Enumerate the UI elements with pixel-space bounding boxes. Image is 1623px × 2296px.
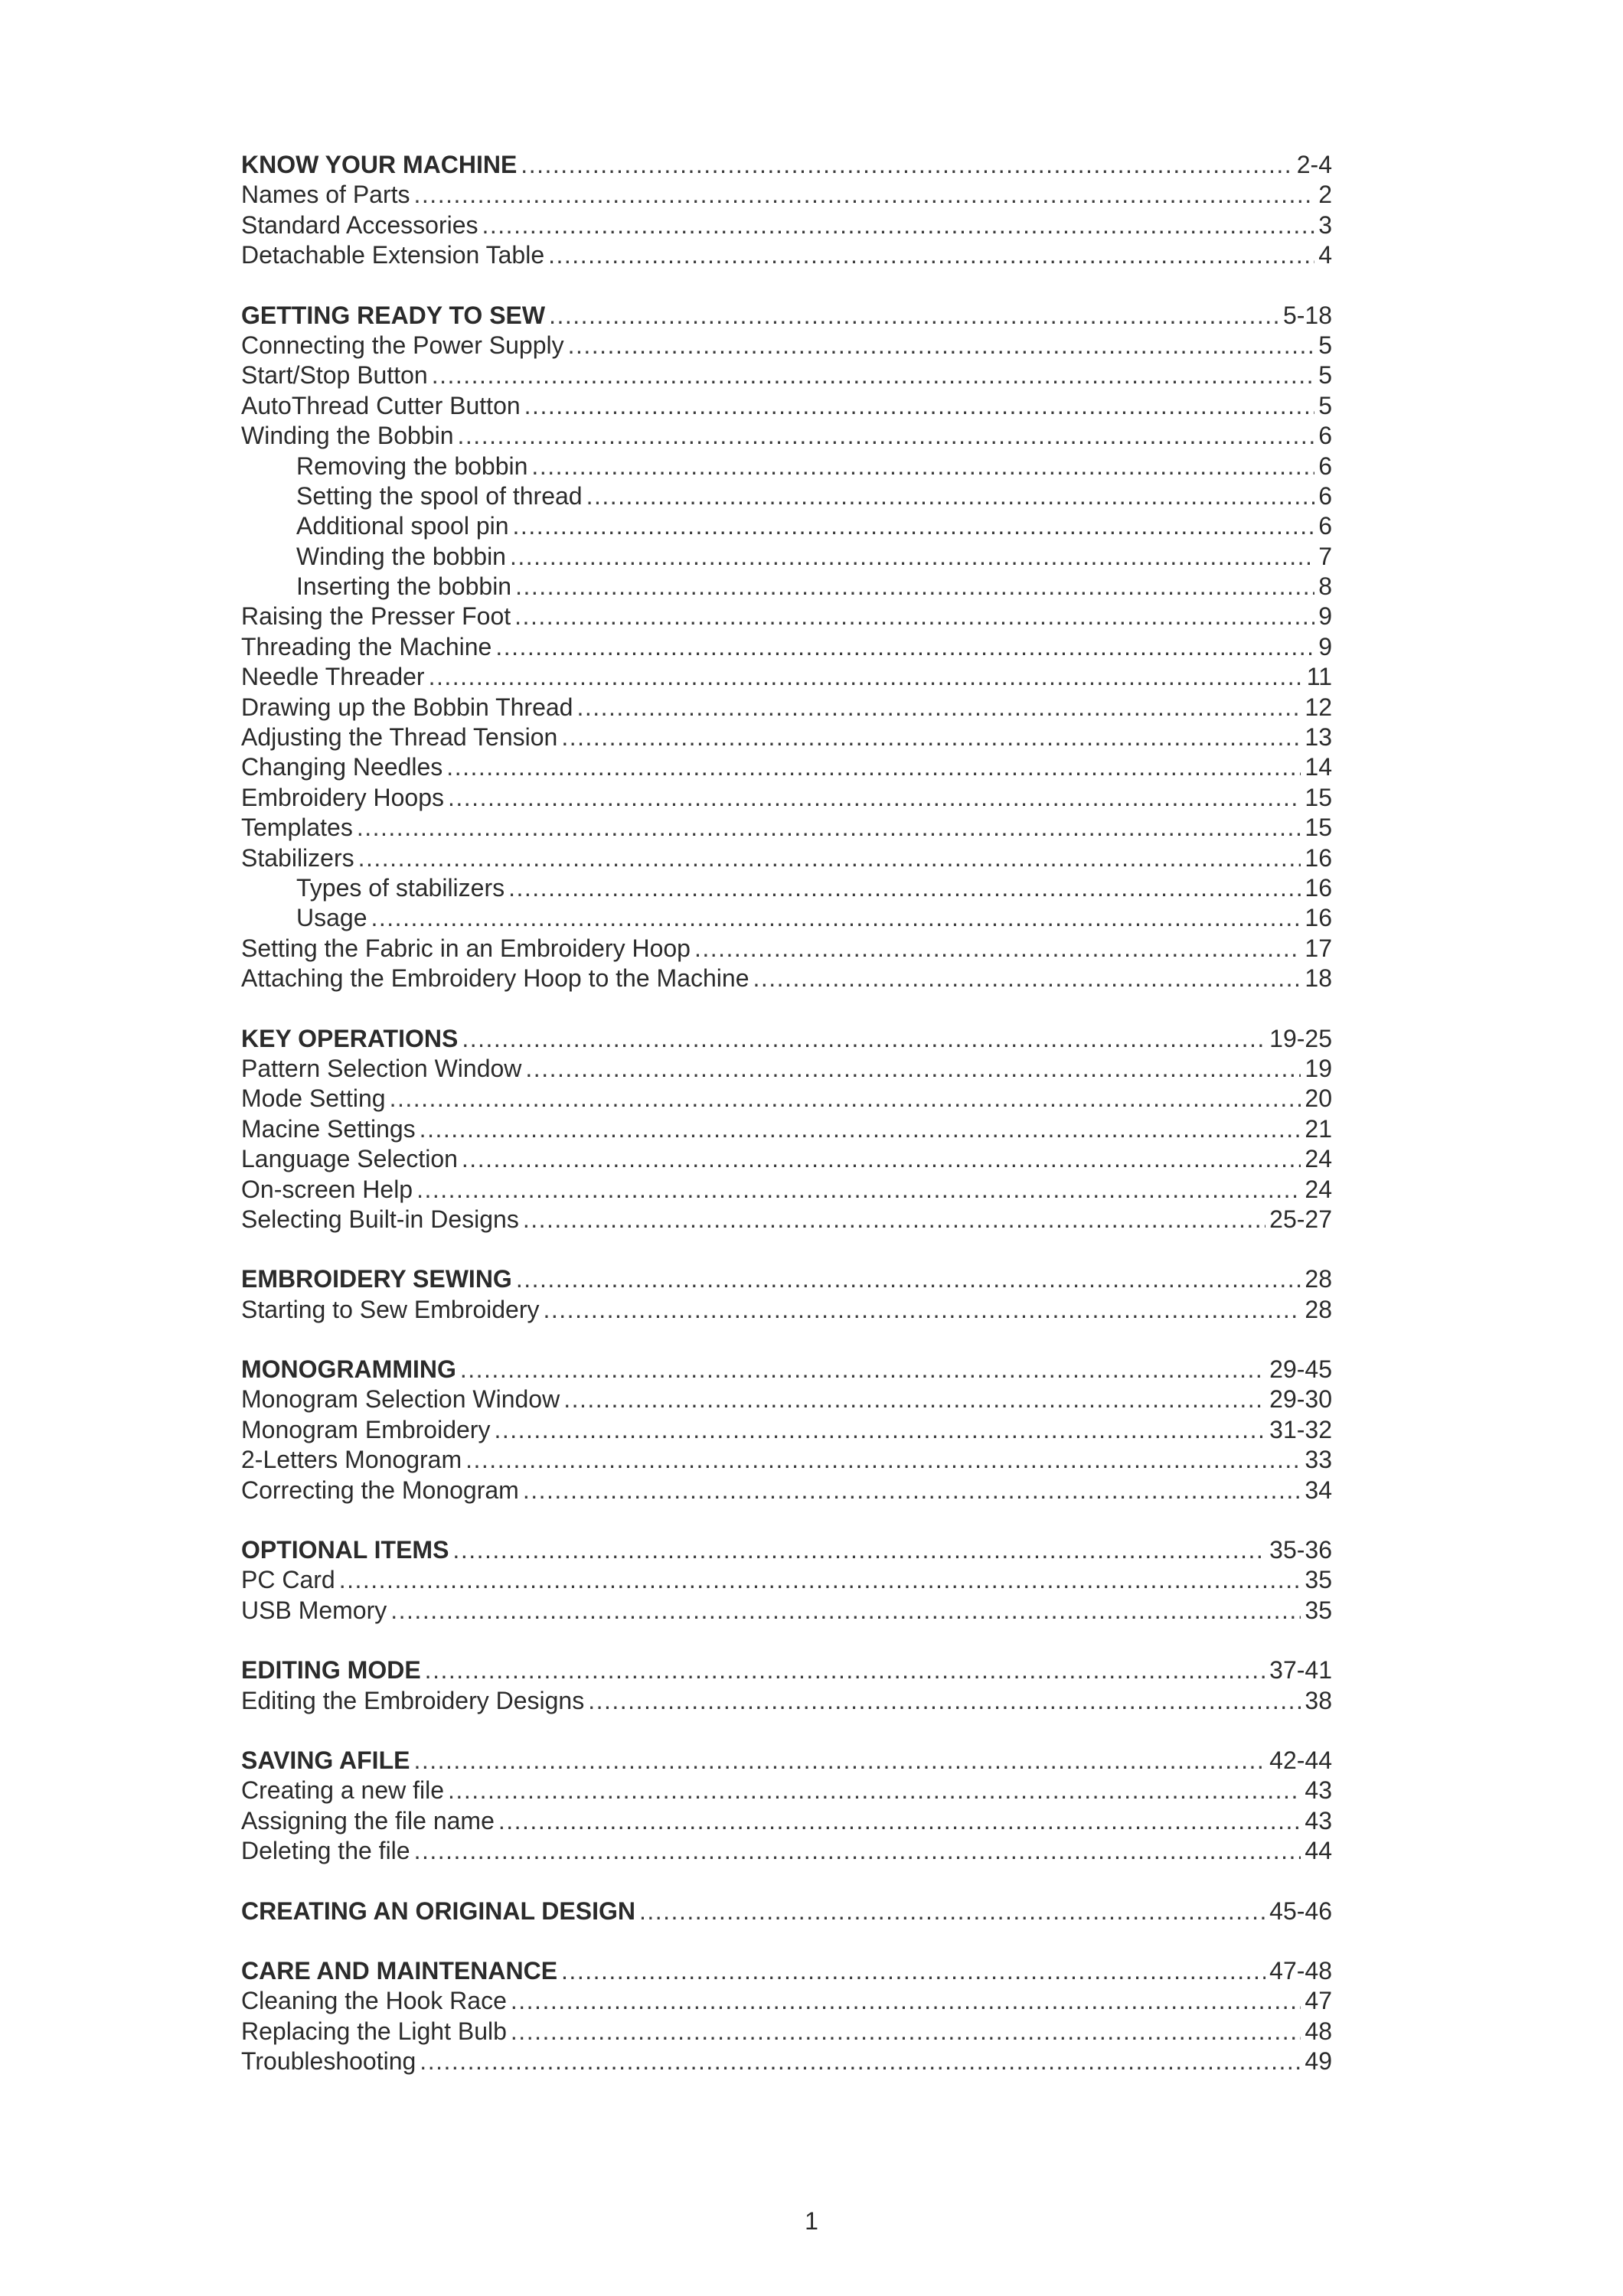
toc-entry-page: 16: [1305, 843, 1332, 872]
toc-heading-page: 5-18: [1282, 301, 1332, 329]
dot-leader: [549, 301, 1279, 331]
dot-leader: [588, 1686, 1301, 1716]
toc-subentry[interactable]: [241, 903, 1332, 933]
toc-entry[interactable]: [241, 813, 1332, 843]
dot-leader: [523, 1205, 1265, 1234]
toc-entry-title: Creating a new file: [241, 1776, 445, 1805]
toc-entry-page: 31-32: [1269, 1415, 1332, 1443]
dot-leader: [425, 1655, 1265, 1685]
toc-heading-page: 42-44: [1269, 1746, 1332, 1774]
toc-entry[interactable]: [241, 180, 1332, 210]
toc-heading-page: 29-45: [1269, 1355, 1332, 1384]
toc-entry-title: Templates: [241, 814, 353, 842]
toc-entry-page: 48: [1305, 2017, 1332, 2045]
toc-heading[interactable]: [241, 1355, 1332, 1384]
dot-leader: [548, 240, 1314, 270]
toc-entry[interactable]: [241, 421, 1332, 451]
toc-heading-page: 19-25: [1269, 1024, 1332, 1052]
toc-entry-title: Macine Settings: [241, 1114, 416, 1143]
toc-entry-page: 15: [1305, 814, 1332, 842]
toc-entry-title: Selecting Built-in Designs: [241, 1205, 519, 1233]
dot-leader: [462, 1024, 1265, 1054]
dot-leader: [511, 1986, 1301, 2016]
toc-entry-title: Replacing the Light Bulb: [241, 2017, 507, 2045]
toc-entry[interactable]: [241, 331, 1332, 360]
toc-entry-title: Types of stabilizers: [296, 873, 505, 902]
toc-entry[interactable]: [241, 1205, 1332, 1234]
toc-entry-page: 7: [1318, 542, 1332, 570]
toc-entry-page: 44: [1305, 1837, 1332, 1865]
toc-entry[interactable]: [241, 843, 1332, 873]
toc-entry-page: 2: [1318, 181, 1332, 209]
dot-leader: [458, 421, 1315, 451]
toc-entry-title: Monogram Selection Window: [241, 1385, 560, 1414]
toc-section: [241, 301, 1332, 994]
toc-entry[interactable]: [241, 934, 1332, 964]
toc-entry-page: 12: [1305, 693, 1332, 721]
toc-section: [241, 1355, 1332, 1505]
dot-leader: [531, 452, 1314, 481]
toc-entry-page: 25-27: [1269, 1205, 1332, 1233]
toc-section: [241, 1655, 1332, 1716]
toc-entry-page: 43: [1305, 1776, 1332, 1805]
toc-entry-page: 49: [1305, 2047, 1332, 2076]
toc-entry-page: 8: [1318, 572, 1332, 601]
dot-leader: [446, 752, 1301, 782]
toc-entry-title: Needle Threader: [241, 663, 425, 691]
toc-subentry[interactable]: [241, 572, 1332, 602]
toc-entry-title: Setting the Fabric in an Embroidery Hoop: [241, 934, 691, 962]
toc-entry-page: 6: [1318, 512, 1332, 540]
toc-entry[interactable]: [241, 210, 1332, 240]
toc-section: [241, 1535, 1332, 1626]
toc-entry-title: Detachable Extension Table: [241, 241, 545, 269]
toc-heading-title: OPTIONAL ITEMS: [241, 1536, 449, 1564]
toc-heading-title: KNOW YOUR MACHINE: [241, 151, 518, 178]
page-number: 1: [805, 2207, 818, 2235]
toc-section: [241, 1746, 1332, 1867]
toc-section: [241, 1956, 1332, 2077]
dot-leader: [525, 1054, 1301, 1084]
toc-entry[interactable]: [241, 1175, 1332, 1205]
toc-entry-title: Start/Stop Button: [241, 361, 428, 390]
toc-entry-page: 3: [1318, 210, 1332, 239]
dot-leader: [495, 632, 1314, 662]
toc-entry[interactable]: [241, 2047, 1332, 2076]
dot-leader: [523, 1476, 1301, 1505]
toc-entry-page: 13: [1305, 723, 1332, 752]
toc-entry[interactable]: [241, 1776, 1332, 1805]
dot-leader: [639, 1896, 1265, 1926]
toc-entry-title: On-screen Help: [241, 1175, 413, 1203]
dot-leader: [482, 210, 1315, 240]
dot-leader: [413, 1746, 1265, 1776]
toc-entry[interactable]: [241, 783, 1332, 813]
toc-entry-title: Deleting the file: [241, 1837, 410, 1865]
toc-entry-page: 24: [1305, 1175, 1332, 1203]
dot-leader: [561, 722, 1301, 752]
toc-heading[interactable]: [241, 1896, 1332, 1926]
toc-entry-title: Mode Setting: [241, 1084, 386, 1113]
toc-heading-title: CREATING AN ORIGINAL DESIGN: [241, 1896, 635, 1925]
toc-subentry[interactable]: [241, 511, 1332, 541]
toc-entry-title: Attaching the Embroidery Hoop to the Machine: [241, 964, 749, 993]
toc-heading-page: 35-36: [1269, 1536, 1332, 1564]
toc-entry-title: Removing the bobbin: [296, 452, 528, 480]
toc-heading-page: 28: [1305, 1265, 1332, 1293]
toc-heading-title: EDITING MODE: [241, 1656, 421, 1684]
toc-entry-title: Monogram Embroidery: [241, 1415, 491, 1443]
toc-entry-page: 19: [1305, 1054, 1332, 1082]
toc-entry[interactable]: [241, 1836, 1332, 1866]
toc-entry-title: Setting the spool of thread: [296, 481, 583, 510]
dot-leader: [521, 150, 1292, 180]
dot-leader: [390, 1596, 1301, 1626]
toc-entry-title: AutoThread Cutter Button: [241, 391, 521, 419]
toc-entry[interactable]: [241, 964, 1332, 993]
toc-entry-title: Language Selection: [241, 1145, 458, 1173]
toc-heading-title: MONOGRAMMING: [241, 1355, 456, 1384]
dot-leader: [516, 1264, 1301, 1294]
dot-leader: [448, 783, 1301, 813]
toc-entry-title: Inserting the bobbin: [296, 572, 512, 601]
dot-leader: [544, 1295, 1301, 1325]
dot-leader: [498, 1806, 1301, 1836]
toc-entry-page: 17: [1305, 934, 1332, 962]
dot-leader: [514, 602, 1314, 631]
dot-leader: [448, 1776, 1301, 1805]
toc-entry[interactable]: [241, 1415, 1332, 1445]
toc-subentry[interactable]: [241, 873, 1332, 903]
toc-entry-title: Winding the Bobbin: [241, 422, 454, 450]
dot-leader: [465, 1445, 1301, 1475]
toc-entry[interactable]: [241, 360, 1332, 390]
toc-entry-page: 29-30: [1269, 1385, 1332, 1414]
toc-entry[interactable]: [241, 602, 1332, 631]
toc-entry-title: Editing the Embroidery Designs: [241, 1686, 585, 1714]
table-of-contents: [241, 150, 1332, 2106]
toc-subentry[interactable]: [241, 542, 1332, 572]
dot-leader: [429, 662, 1303, 692]
toc-entry-title: Changing Needles: [241, 753, 443, 781]
toc-entry-page: 21: [1305, 1114, 1332, 1143]
toc-entry[interactable]: [241, 1806, 1332, 1836]
toc-entry-page: 33: [1305, 1446, 1332, 1474]
toc-entry-page: 38: [1305, 1686, 1332, 1714]
toc-heading[interactable]: [241, 150, 1332, 180]
toc-entry-page: 5: [1318, 361, 1332, 390]
dot-leader: [462, 1144, 1301, 1174]
toc-entry-page: 28: [1305, 1295, 1332, 1323]
dot-leader: [432, 360, 1315, 390]
toc-entry-page: 16: [1305, 904, 1332, 932]
dot-leader: [576, 693, 1301, 722]
toc-entry-page: 16: [1305, 873, 1332, 902]
dot-leader: [694, 934, 1301, 964]
toc-entry-title: Embroidery Hoops: [241, 783, 444, 811]
dot-leader: [414, 1836, 1301, 1866]
toc-entry-title: Troubleshooting: [241, 2047, 416, 2076]
dot-leader: [561, 1956, 1265, 1986]
toc-entry[interactable]: [241, 752, 1332, 782]
toc-entry-page: 6: [1318, 452, 1332, 480]
toc-entry[interactable]: [241, 1986, 1332, 2016]
dot-leader: [568, 331, 1315, 360]
dot-leader: [416, 1175, 1301, 1205]
toc-entry-page: 34: [1305, 1476, 1332, 1504]
toc-entry-page: 9: [1318, 602, 1332, 631]
toc-heading[interactable]: [241, 1956, 1332, 1986]
toc-entry[interactable]: [241, 693, 1332, 722]
toc-entry-title: Threading the Machine: [241, 632, 492, 660]
toc-section: [241, 1896, 1332, 1926]
toc-entry-title: Drawing up the Bobbin Thread: [241, 693, 573, 721]
toc-entry-page: 15: [1305, 783, 1332, 811]
toc-heading-title: GETTING READY TO SEW: [241, 301, 546, 329]
toc-entry-title: Connecting the Power Supply: [241, 331, 564, 359]
toc-entry-title: Starting to Sew Embroidery: [241, 1295, 540, 1323]
toc-entry[interactable]: [241, 1054, 1332, 1084]
toc-entry-title: Winding the bobbin: [296, 542, 506, 570]
dot-leader: [510, 542, 1314, 572]
toc-heading[interactable]: [241, 1024, 1332, 1054]
toc-heading-title: CARE AND MAINTENANCE: [241, 1956, 558, 1985]
dot-leader: [586, 481, 1315, 511]
toc-heading[interactable]: [241, 1655, 1332, 1685]
toc-entry[interactable]: [241, 1384, 1332, 1414]
toc-entry[interactable]: [241, 1476, 1332, 1505]
toc-entry[interactable]: [241, 2017, 1332, 2047]
dot-leader: [460, 1355, 1265, 1384]
dot-leader: [452, 1535, 1265, 1565]
toc-entry-title: 2-Letters Monogram: [241, 1446, 462, 1474]
toc-entry-page: 6: [1318, 481, 1332, 510]
toc-entry-title: Adjusting the Thread Tension: [241, 723, 558, 752]
toc-entry-title: Names of Parts: [241, 181, 410, 209]
toc-entry-title: Standard Accessories: [241, 210, 478, 239]
toc-heading[interactable]: [241, 1264, 1332, 1294]
toc-entry-title: Additional spool pin: [296, 512, 509, 540]
dot-leader: [339, 1565, 1301, 1595]
toc-entry-page: 47: [1305, 1987, 1332, 2015]
toc-entry-page: 14: [1305, 753, 1332, 781]
toc-entry-title: Raising the Presser Foot: [241, 602, 511, 631]
dot-leader: [563, 1384, 1265, 1414]
toc-heading-page: 47-48: [1269, 1956, 1332, 1985]
toc-heading-title: KEY OPERATIONS: [241, 1024, 459, 1052]
toc-entry-page: 6: [1318, 422, 1332, 450]
dot-leader: [420, 2047, 1301, 2076]
toc-entry[interactable]: [241, 632, 1332, 662]
toc-entry-title: Correcting the Monogram: [241, 1476, 519, 1504]
toc-entry-title: Cleaning the Hook Race: [241, 1987, 507, 2015]
toc-entry[interactable]: [241, 722, 1332, 752]
toc-entry-title: Pattern Selection Window: [241, 1054, 522, 1082]
dot-leader: [494, 1415, 1265, 1445]
toc-entry-page: 5: [1318, 331, 1332, 359]
dot-leader: [524, 391, 1315, 421]
toc-entry[interactable]: [241, 240, 1332, 270]
toc-heading-page: 45-46: [1269, 1896, 1332, 1925]
toc-subentry[interactable]: [241, 481, 1332, 511]
toc-entry-page: 35: [1305, 1596, 1332, 1624]
toc-entry-page: 20: [1305, 1084, 1332, 1113]
toc-entry-page: 43: [1305, 1806, 1332, 1835]
toc-entry[interactable]: [241, 1295, 1332, 1325]
toc-entry[interactable]: [241, 1144, 1332, 1174]
dot-leader: [358, 843, 1301, 873]
toc-heading[interactable]: [241, 1746, 1332, 1776]
toc-entry-title: Usage: [296, 904, 367, 932]
toc-heading-title: SAVING AFILE: [241, 1746, 410, 1774]
toc-entry[interactable]: [241, 391, 1332, 421]
toc-heading[interactable]: [241, 1535, 1332, 1565]
dot-leader: [390, 1084, 1301, 1114]
dot-leader: [513, 511, 1315, 541]
toc-section: [241, 150, 1332, 271]
dot-leader: [515, 572, 1314, 602]
dot-leader: [371, 903, 1301, 933]
dot-leader: [511, 2017, 1301, 2047]
toc-entry-page: 11: [1306, 663, 1332, 691]
toc-entry-page: 24: [1305, 1145, 1332, 1173]
toc-section: [241, 1024, 1332, 1235]
toc-entry-page: 9: [1318, 632, 1332, 660]
toc-entry[interactable]: [241, 1445, 1332, 1475]
toc-subentry[interactable]: [241, 452, 1332, 481]
toc-heading[interactable]: [241, 301, 1332, 331]
toc-entry-page: 18: [1305, 964, 1332, 993]
dot-leader: [357, 813, 1301, 843]
toc-entry[interactable]: [241, 1596, 1332, 1626]
toc-entry-title: Assigning the file name: [241, 1806, 495, 1835]
toc-entry-title: Stabilizers: [241, 843, 354, 872]
dot-leader: [414, 180, 1315, 210]
toc-heading-page: 2-4: [1296, 151, 1332, 178]
dot-leader: [753, 964, 1301, 993]
toc-heading-page: 37-41: [1269, 1656, 1332, 1684]
toc-section: [241, 1264, 1332, 1325]
toc-entry[interactable]: [241, 1686, 1332, 1716]
toc-entry-title: PC Card: [241, 1566, 335, 1594]
toc-entry-page: 5: [1318, 391, 1332, 419]
toc-heading-title: EMBROIDERY SEWING: [241, 1265, 512, 1293]
toc-entry[interactable]: [241, 1114, 1332, 1144]
toc-entry-title: USB Memory: [241, 1596, 387, 1624]
toc-entry[interactable]: [241, 1565, 1332, 1595]
dot-leader: [420, 1114, 1301, 1144]
toc-entry[interactable]: [241, 1084, 1332, 1114]
dot-leader: [508, 873, 1301, 903]
toc-entry[interactable]: [241, 662, 1332, 692]
toc-entry-page: 4: [1318, 241, 1332, 269]
toc-entry-page: 35: [1305, 1566, 1332, 1594]
